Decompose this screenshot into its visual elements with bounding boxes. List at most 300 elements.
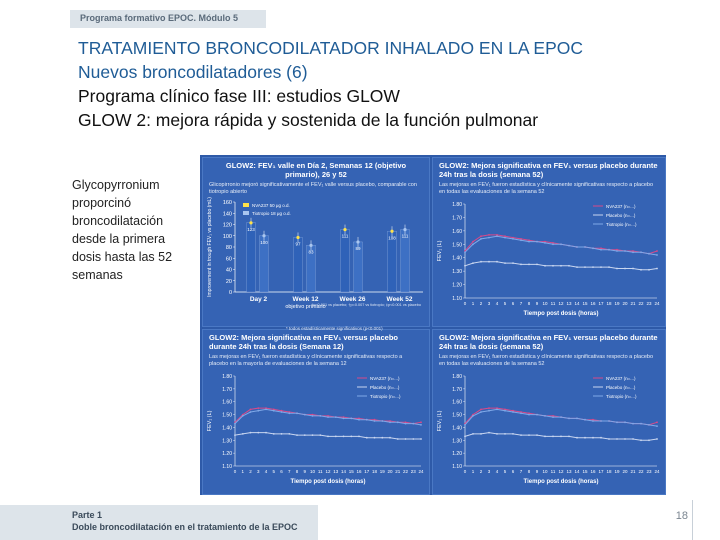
series-point	[304, 434, 306, 436]
series-point	[304, 414, 306, 416]
series-point	[350, 436, 352, 438]
series-point	[335, 416, 337, 418]
series-point	[281, 411, 283, 413]
series-point	[504, 433, 506, 435]
series-point	[257, 410, 259, 412]
series-point	[584, 246, 586, 248]
series-point	[624, 250, 626, 252]
series-point	[520, 412, 522, 414]
series-point	[520, 264, 522, 266]
x-tick-label: 12	[558, 301, 564, 306]
bar-value-label: 100	[260, 239, 268, 245]
x-tick-label: 4	[264, 469, 268, 474]
series-point	[327, 416, 329, 418]
x-category-label: Week 12	[292, 296, 319, 303]
y-tick-label: 1.20	[452, 282, 462, 289]
x-tick-label: 13	[566, 301, 572, 306]
series-point	[488, 237, 490, 239]
x-tick-label: 15	[582, 469, 588, 474]
y-tick-label: 1.50	[222, 412, 232, 419]
series-point	[512, 411, 514, 413]
series-point	[472, 415, 474, 417]
series-point	[536, 414, 538, 416]
bar	[401, 230, 410, 292]
x-tick-label: 20	[387, 469, 393, 474]
x-tick-label: 24	[654, 469, 660, 474]
x-tick-label: 17	[364, 469, 370, 474]
x-tick-label: 11	[550, 469, 556, 474]
x-tick-label: 18	[371, 469, 378, 474]
series-point	[640, 439, 642, 441]
series-point	[472, 243, 474, 245]
x-tick-label: 18	[606, 301, 612, 306]
x-tick-label: 7	[287, 469, 291, 474]
series-point	[616, 268, 618, 270]
y-tick-label: 60	[225, 256, 232, 263]
y-axis-label: FEV₁ (L)	[437, 240, 443, 262]
y-tick-label: 1.60	[452, 399, 462, 406]
bar-marker	[403, 228, 406, 231]
x-tick-label: 5	[503, 301, 507, 306]
bar-chart	[203, 196, 429, 324]
series-point	[319, 415, 321, 417]
series-point	[480, 235, 482, 237]
x-tick-label: 20	[622, 469, 628, 474]
y-tick-label: 1.60	[452, 228, 462, 235]
x-tick-label: 6	[511, 469, 515, 474]
series-point	[480, 411, 482, 413]
x-tick-label: 0	[463, 469, 467, 474]
series-point	[632, 268, 634, 270]
y-tick-label: 1.70	[452, 215, 462, 222]
series-point	[600, 249, 602, 251]
series-point	[656, 254, 658, 256]
x-tick-label: 2	[479, 469, 483, 474]
x-tick-label: 10	[309, 469, 316, 474]
series-point	[288, 412, 290, 414]
x-tick-label: 19	[614, 469, 620, 474]
footer-part: Parte 1	[72, 510, 103, 520]
series-point	[528, 414, 530, 416]
x-tick-label: 4	[495, 301, 499, 306]
x-tick-label: 7	[519, 469, 523, 474]
program-label: Programa formativo EPOC. Módulo 5	[80, 13, 239, 23]
series-point	[343, 418, 345, 420]
x-tick-label: 23	[646, 469, 652, 474]
series-point	[381, 437, 383, 439]
series-point	[552, 416, 554, 418]
series-point	[640, 251, 642, 253]
series-point	[420, 421, 422, 423]
series-point	[312, 434, 314, 436]
y-axis-label: FEV₁ (L)	[437, 410, 443, 432]
series-point	[552, 436, 554, 438]
y-axis-label: FEV₁ (L)	[207, 410, 213, 432]
bar-marker	[309, 244, 312, 247]
x-tick-label: 2	[479, 301, 483, 306]
series-point	[560, 243, 562, 245]
series-point	[420, 424, 422, 426]
legend-swatch	[243, 203, 249, 207]
y-tick-label: 1.50	[452, 412, 462, 419]
x-category-sublabel: objetivo primario	[285, 304, 326, 310]
series-point	[600, 266, 602, 268]
legend-label: Tiotropio (n=...)	[606, 394, 637, 399]
line-chart-week12	[203, 370, 429, 492]
x-tick-label: 4	[495, 469, 499, 474]
panel-c-title: GLOW2: Mejora significativa en FEV₁ versus placebo durante 24h tras la dosis (Semana 12)	[209, 333, 398, 351]
series-point	[464, 424, 466, 426]
bar-note: *p<0.001 vs placebo; †p=0.007 vs tiotropio; ‡p<0.001 vs placebo	[311, 303, 421, 307]
series-point	[397, 421, 399, 423]
main-title: TRATAMIENTO BRONCODILATADOR INHALADO EN LA EPOC	[78, 38, 583, 58]
bar-marker	[296, 236, 299, 239]
slide-titles	[78, 36, 708, 132]
series-point	[464, 251, 466, 253]
series-point	[250, 432, 252, 434]
series-point	[257, 432, 259, 434]
x-axis-label: Tiempo post dosis (horas)	[290, 479, 366, 485]
series-point	[592, 247, 594, 249]
x-tick-label: 1	[241, 469, 245, 474]
y-tick-label: 120	[222, 222, 232, 229]
series-point	[327, 436, 329, 438]
series-point	[656, 268, 658, 270]
x-tick-label: 3	[256, 469, 260, 474]
y-axis-label: Improvement in trough FEV₁ vs placebo (mL)	[207, 197, 213, 297]
bar	[388, 231, 397, 292]
series-point	[608, 438, 610, 440]
bar-value-label: 123	[247, 226, 255, 232]
y-tick-label: 1.40	[222, 425, 232, 432]
series-point	[389, 437, 391, 439]
x-tick-label: 16	[590, 469, 596, 474]
x-tick-label: 24	[418, 469, 424, 474]
series-point	[648, 253, 650, 255]
series-point	[544, 265, 546, 267]
series-point	[584, 437, 586, 439]
study-subtitle: GLOW 2: mejora rápida y sostenida de la función pulmonar	[78, 110, 539, 130]
y-tick-label: 160	[222, 200, 232, 206]
series-point	[552, 243, 554, 245]
bar-marker	[356, 240, 359, 243]
y-tick-label: 20	[225, 278, 232, 285]
series-point	[273, 410, 275, 412]
x-tick-label: 19	[379, 469, 385, 474]
glow2-figure	[200, 155, 666, 495]
x-tick-label: 14	[574, 301, 580, 306]
x-tick-label: 8	[527, 301, 531, 306]
series-point	[536, 434, 538, 436]
series-point	[265, 432, 267, 434]
series-point	[560, 436, 562, 438]
x-tick-label: 16	[590, 301, 596, 306]
panel-fev1-week52-bottom	[432, 329, 666, 495]
bar-value-label: 83	[308, 249, 314, 255]
series-point	[576, 246, 578, 248]
series-point	[472, 433, 474, 435]
series-line	[465, 236, 657, 255]
x-axis-label: Tiempo post dosis (horas)	[523, 311, 599, 317]
series-point	[560, 265, 562, 267]
series-point	[648, 269, 650, 271]
legend-swatch	[243, 211, 249, 215]
series-point	[488, 261, 490, 263]
y-tick-label: 1.20	[222, 451, 232, 458]
series-point	[412, 423, 414, 425]
y-tick-label: 140	[222, 211, 232, 218]
series-point	[257, 407, 259, 409]
x-tick-label: 17	[598, 469, 604, 474]
series-point	[496, 235, 498, 237]
x-tick-label: 15	[582, 301, 588, 306]
series-point	[242, 415, 244, 417]
x-tick-label: 8	[295, 469, 299, 474]
series-point	[512, 262, 514, 264]
series-point	[504, 410, 506, 412]
series-point	[576, 418, 578, 420]
bar	[341, 230, 350, 292]
series-point	[640, 269, 642, 271]
footer-bar	[0, 505, 318, 540]
line-chart-week52-top	[433, 198, 665, 324]
y-tick-label: 1.30	[452, 269, 462, 276]
bar-marker	[390, 230, 393, 233]
series-point	[381, 420, 383, 422]
y-tick-label: 1.40	[452, 425, 462, 432]
series-point	[464, 265, 466, 267]
series-point	[616, 421, 618, 423]
series-point	[592, 437, 594, 439]
y-tick-label: 100	[222, 233, 232, 240]
panel-d-subtitle: Las mejoras en FEV₁ fueron estadística y clínicamente significativas respecto a placebo en todas las evaluaciones de la semana 52	[439, 354, 654, 367]
series-point	[312, 415, 314, 417]
y-tick-label: 1.80	[452, 374, 462, 380]
series-point	[608, 249, 610, 251]
series-point	[472, 262, 474, 264]
x-tick-label: 0	[233, 469, 237, 474]
series-point	[480, 261, 482, 263]
series-point	[504, 237, 506, 239]
bar-value-label: 108	[388, 235, 396, 241]
y-tick-label: 1.60	[222, 399, 232, 406]
series-point	[472, 241, 474, 243]
series-point	[281, 433, 283, 435]
series-point	[374, 420, 376, 422]
series-point	[616, 250, 618, 252]
series-point	[397, 438, 399, 440]
series-point	[488, 432, 490, 434]
series-point	[250, 411, 252, 413]
legend-label: Tiotropio (n=...)	[606, 222, 637, 227]
series-point	[480, 238, 482, 240]
series-point	[624, 438, 626, 440]
series-point	[366, 437, 368, 439]
series-point	[480, 433, 482, 435]
x-tick-label: 22	[638, 301, 644, 306]
panel-c-subtitle: Las mejoras en FEV₁ fueron estadística y clínicamente significativas respecto a placebo en la mayoría de evaluaciones de la semana 12	[209, 354, 403, 367]
x-category-label: Day 2	[249, 296, 268, 303]
series-point	[512, 238, 514, 240]
panel-fev1-week12	[202, 329, 430, 495]
x-tick-label: 13	[333, 469, 339, 474]
x-tick-label: 10	[542, 301, 548, 306]
series-point	[592, 266, 594, 268]
x-category-label: Week 52	[386, 296, 413, 303]
panel-a-title: GLOW2: FEV₁ valle en Día 2, Semanas 12 (objetivo primario), 26 y 52	[225, 161, 407, 179]
series-point	[405, 438, 407, 440]
series-point	[584, 266, 586, 268]
series-point	[343, 436, 345, 438]
x-tick-label: 9	[535, 301, 539, 306]
series-point	[656, 438, 658, 440]
x-tick-label: 3	[487, 469, 491, 474]
x-tick-label: 21	[630, 301, 636, 306]
series-point	[273, 433, 275, 435]
series-point	[568, 265, 570, 267]
x-tick-label: 21	[395, 469, 401, 474]
x-tick-label: 23	[410, 469, 416, 474]
series-point	[512, 433, 514, 435]
series-point	[405, 423, 407, 425]
series-point	[488, 234, 490, 236]
series-point	[648, 424, 650, 426]
x-tick-label: 10	[542, 469, 548, 474]
series-point	[600, 420, 602, 422]
x-tick-label: 9	[535, 469, 539, 474]
bar-value-label: 97	[295, 241, 301, 247]
series-point	[536, 241, 538, 243]
series-point	[296, 412, 298, 414]
x-tick-label: 18	[606, 469, 612, 474]
bar-marker	[262, 234, 265, 237]
series-point	[544, 415, 546, 417]
series-point	[335, 436, 337, 438]
y-tick-label: 1.50	[452, 242, 462, 249]
x-tick-label: 1	[471, 301, 475, 306]
x-tick-label: 11	[550, 301, 556, 306]
series-point	[480, 409, 482, 411]
legend-label: NVA237 (n=...)	[370, 376, 400, 381]
x-tick-label: 23	[646, 301, 652, 306]
series-point	[536, 264, 538, 266]
y-tick-label: 40	[225, 267, 232, 274]
bar	[247, 223, 256, 292]
y-tick-label: 1.80	[222, 374, 232, 380]
bar-value-label: 111	[401, 233, 409, 239]
legend-label: Placebo (n=...)	[606, 385, 636, 390]
bar-marker	[343, 228, 346, 231]
y-tick-label: 80	[225, 245, 232, 251]
legend-label: Placebo (n=...)	[606, 213, 636, 218]
module-header-bar	[70, 10, 266, 28]
x-tick-label: 19	[614, 301, 620, 306]
series-point	[520, 239, 522, 241]
y-tick-label: 1.10	[222, 464, 232, 470]
x-tick-label: 1	[471, 469, 475, 474]
series-point	[568, 436, 570, 438]
series-point	[608, 420, 610, 422]
series-point	[520, 434, 522, 436]
x-tick-label: 14	[340, 469, 347, 474]
series-point	[488, 407, 490, 409]
series-point	[656, 425, 658, 427]
y-tick-label: 1.20	[452, 451, 462, 458]
subtitle: Nuevos broncodilatadores (6)	[78, 62, 308, 82]
x-tick-label: 3	[487, 301, 491, 306]
panel-b-subtitle: Las mejoras en FEV₁ fueron estadística y clínicamente significativas respecto a placebo en todas las evaluaciones de la semana 52	[439, 182, 654, 195]
series-point	[528, 434, 530, 436]
series-point	[552, 265, 554, 267]
series-point	[656, 421, 658, 423]
y-tick-label: 1.40	[452, 255, 462, 262]
series-point	[608, 266, 610, 268]
legend-label: Tiotropio 18 μg o.d.	[252, 211, 291, 216]
y-tick-label: 1.30	[452, 438, 462, 445]
x-tick-label: 20	[622, 301, 628, 306]
x-tick-label: 6	[511, 301, 515, 306]
series-point	[358, 419, 360, 421]
series-point	[265, 409, 267, 411]
series-point	[632, 423, 634, 425]
panel-b-title: GLOW2: Mejora significativa en FEV₁ versus placebo durante 24h tras la dosis (semana 52)	[439, 161, 658, 179]
bar-value-label: 89	[355, 245, 361, 251]
x-tick-label: 24	[654, 301, 660, 306]
legend-label: Placebo (n=...)	[370, 385, 400, 390]
series-point	[488, 410, 490, 412]
series-point	[250, 409, 252, 411]
series-point	[350, 418, 352, 420]
series-point	[389, 421, 391, 423]
panel-d-title: GLOW2: Mejora significativa en FEV₁ versus placebo durante 24h tras la dosis (semana 52)	[439, 333, 658, 351]
series-point	[584, 419, 586, 421]
x-tick-label: 6	[280, 469, 283, 474]
y-tick-label: 1.70	[222, 386, 232, 393]
series-point	[560, 416, 562, 418]
y-tick-label: 1.30	[222, 438, 232, 445]
y-tick-label: 1.80	[452, 202, 462, 208]
series-point	[504, 262, 506, 264]
series-point	[288, 433, 290, 435]
x-tick-label: 11	[317, 469, 323, 474]
legend-label: NVA237 (n=...)	[606, 376, 636, 381]
legend-label: NVA237 50 μg o.d.	[252, 203, 290, 208]
y-tick-label: 1.70	[452, 386, 462, 393]
x-tick-label: 22	[402, 469, 409, 474]
series-point	[576, 266, 578, 268]
series-point	[624, 268, 626, 270]
side-summary: Glycopyrronium proporcinó broncodilatación desde la primera dosis hasta las 52 semanas	[72, 178, 173, 282]
x-tick-label: 9	[303, 469, 307, 474]
line-chart-week52-bottom	[433, 370, 665, 492]
series-point	[242, 433, 244, 435]
series-point	[600, 437, 602, 439]
x-tick-label: 12	[558, 469, 564, 474]
x-tick-label: 0	[463, 301, 467, 306]
panel-fev1-week52-top	[432, 157, 666, 327]
study-title: Programa clínico fase III: estudios GLOW	[78, 86, 400, 106]
panel-fev1-bar	[202, 157, 430, 327]
series-point	[640, 423, 642, 425]
series-point	[592, 420, 594, 422]
series-point	[296, 434, 298, 436]
page-number: 18	[675, 510, 688, 522]
legend-label: Tiotropio (n=...)	[370, 394, 401, 399]
y-tick-label: 0	[228, 290, 232, 296]
series-point	[234, 434, 236, 436]
x-tick-label: 16	[356, 469, 362, 474]
series-point	[568, 418, 570, 420]
